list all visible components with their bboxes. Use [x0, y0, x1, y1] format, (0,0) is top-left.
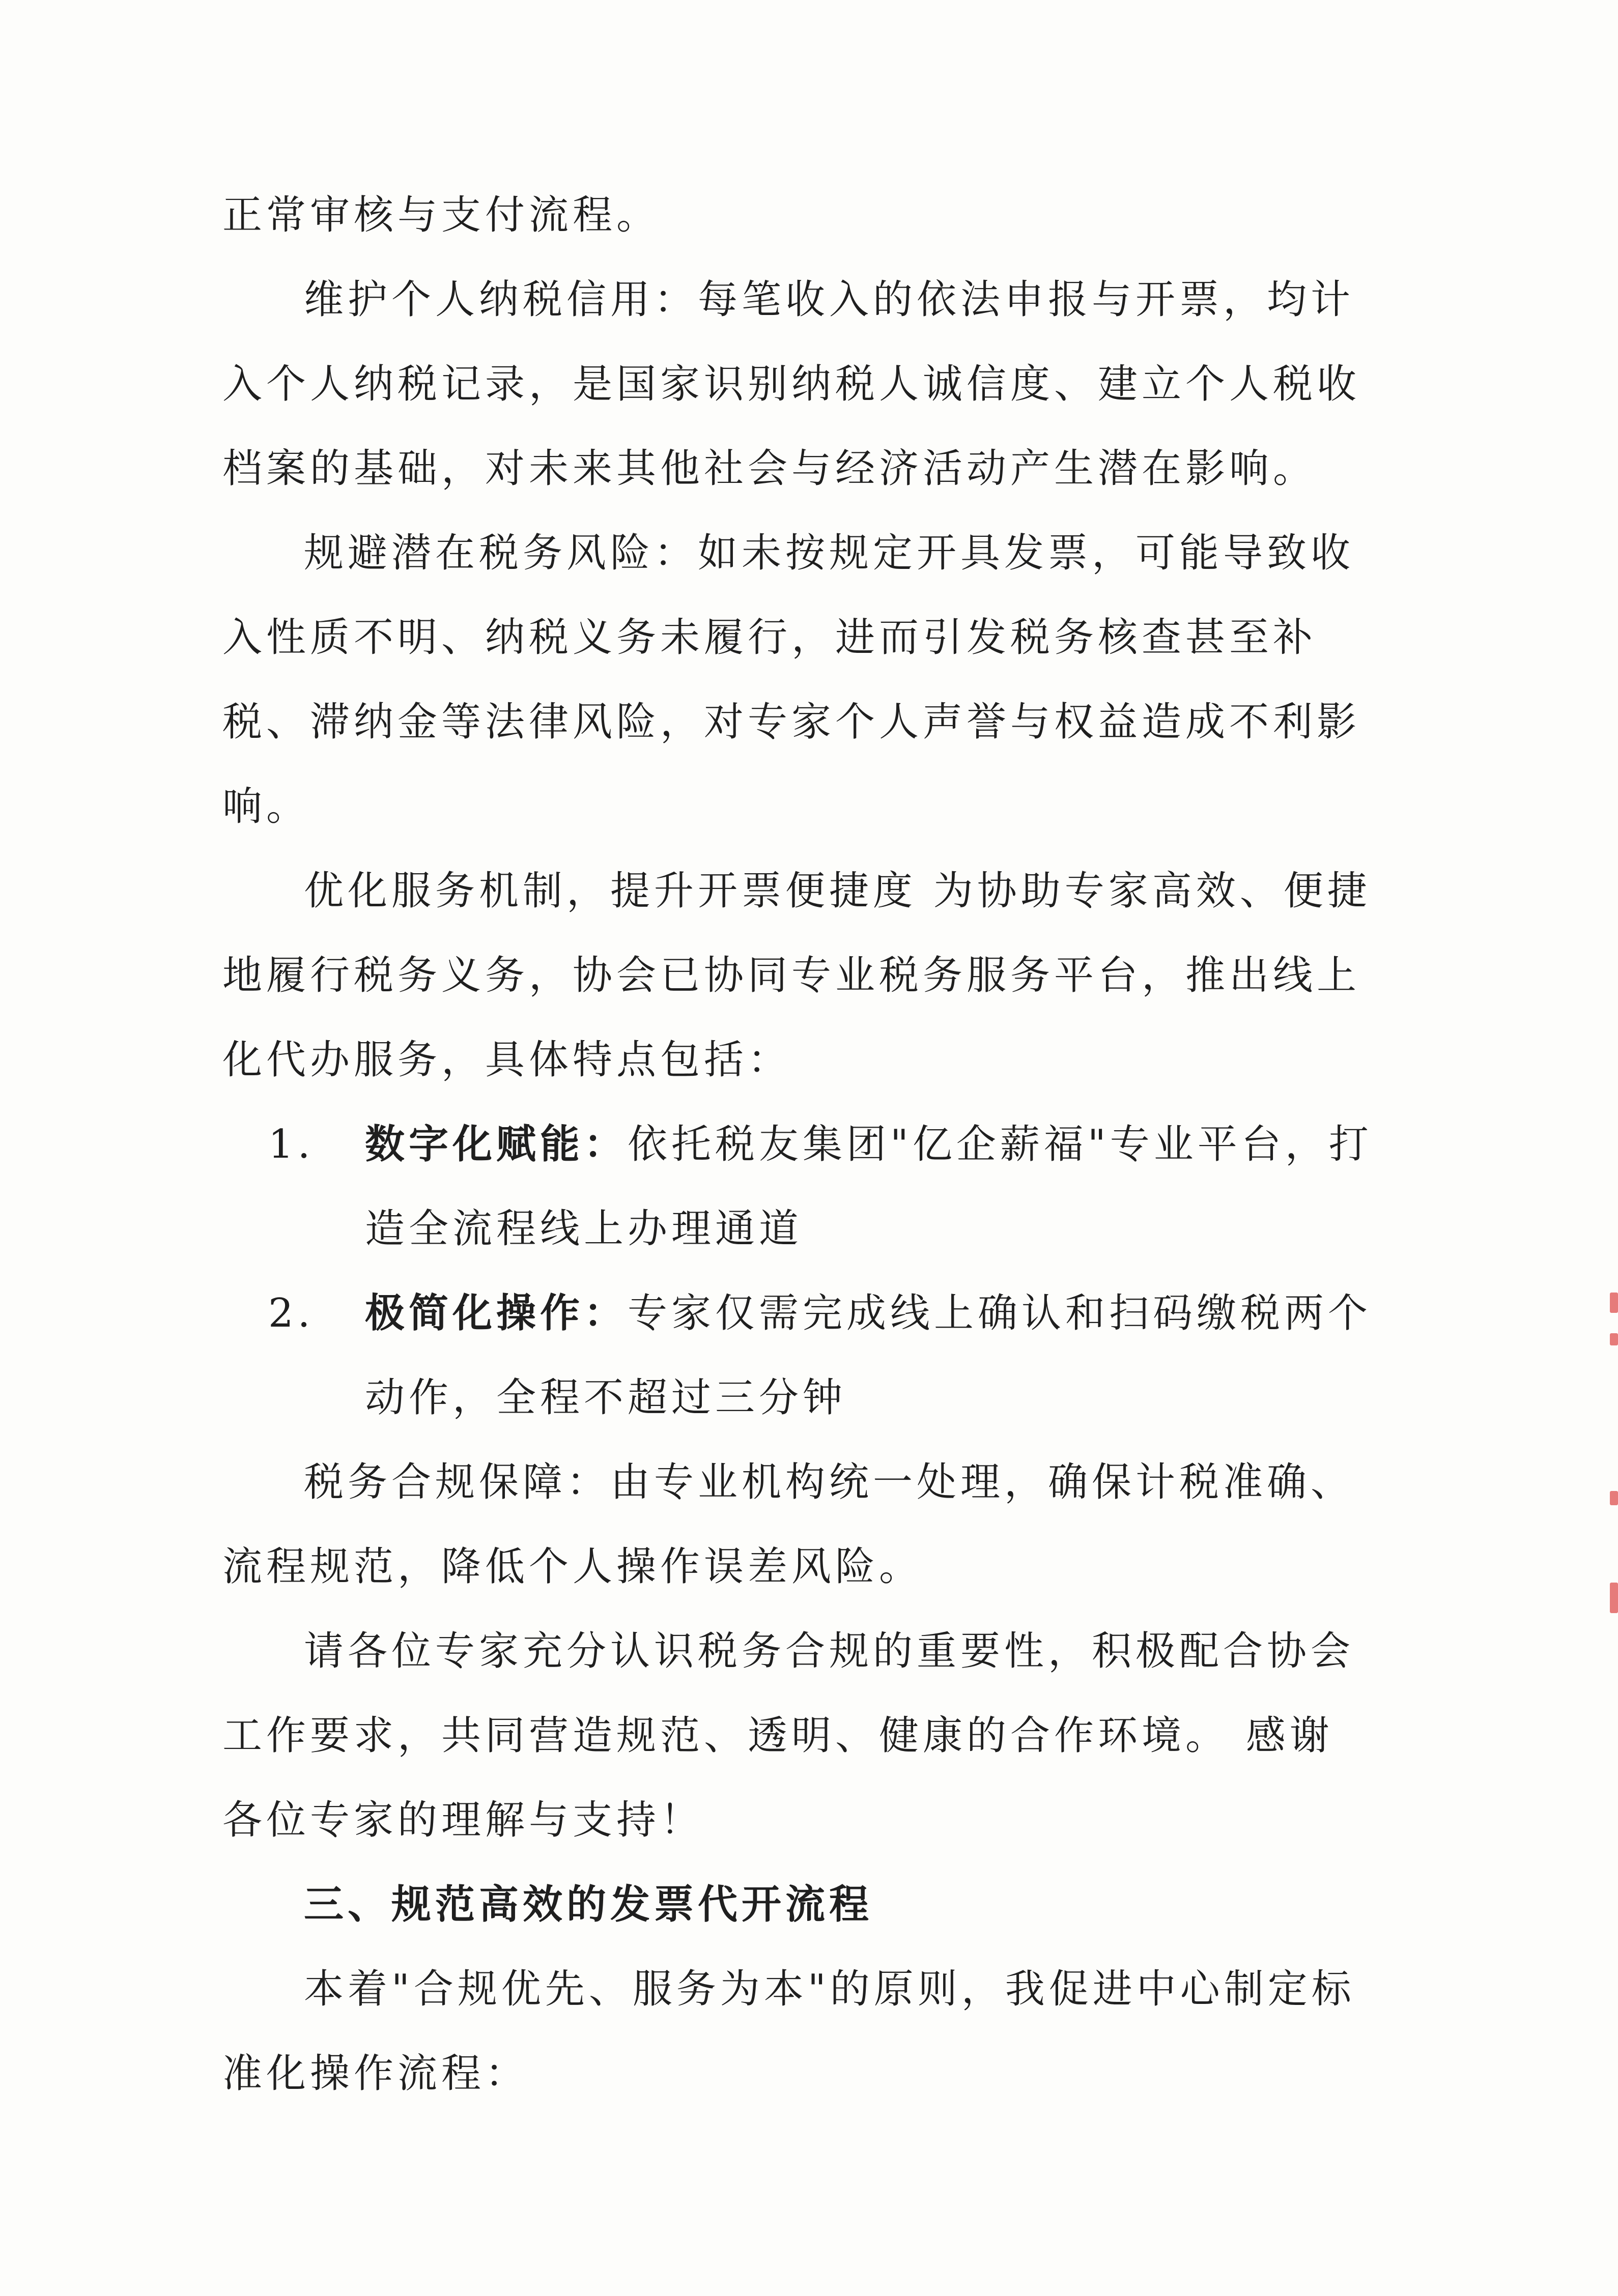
list-item-title: 数字化赋能： — [365, 1121, 628, 1167]
paragraph: 税务合规保障：由专业机构统一处理，确保计税准确、流程规范，降低个人操作误差风险。 — [222, 1459, 1355, 1590]
document-body — [222, 173, 1373, 2116]
paragraph: 优化服务机制，提升开票便捷度 为协助专家高效、便捷地履行税务义务，协会已协同专业税务服务平台，推出线上化代办服务，具体特点包括： — [222, 868, 1371, 1083]
seal-fragment — [1610, 1491, 1618, 1505]
list-item-text: 专家仅需完成线上确认和扫码缴税两个动作，全程不超过三分钟 — [365, 1290, 1372, 1421]
paragraph: 正常审核与支付流程。 — [222, 192, 661, 238]
list-number: 1. — [268, 1122, 315, 1167]
seal-fragment — [1610, 1293, 1618, 1313]
list-item — [268, 1102, 1373, 1271]
paragraph: 维护个人纳税信用：每笔收入的依法申报与开票，均计入个人纳税记录，是国家识别纳税人诚信度、建立个人税收档案的基础，对未来其他社会与经济活动产生潜在影响。 — [222, 277, 1361, 492]
paragraph: 本着"合规优先、服务为本"的原则，我促进中心制定标准化操作流程： — [222, 1966, 1355, 2097]
paragraph: 规避潜在税务风险：如未按规定开具发票，可能导致收入性质不明、纳税义务未履行，进而引发税务核查甚至补税、滞纳金等法律风险，对专家个人声誉与权益造成不利影响。 — [222, 530, 1361, 829]
seal-fragment — [1610, 1583, 1618, 1613]
list-item — [268, 1271, 1373, 1440]
list-number: 2. — [268, 1290, 315, 1336]
list-item-title: 极简化操作： — [365, 1290, 628, 1336]
seal-fragment — [1610, 1333, 1618, 1345]
section-heading: 三、规范高效的发票代开流程 — [304, 1881, 873, 1928]
list-item-text: 依托税友集团"亿企薪福"专业平台，打造全流程线上办理通道 — [365, 1122, 1373, 1252]
paragraph: 请各位专家充分认识税务合规的重要性，积极配合协会工作要求，共同营造规范、透明、健康的合作环境。 感谢各位专家的理解与支持！ — [222, 1628, 1355, 1843]
